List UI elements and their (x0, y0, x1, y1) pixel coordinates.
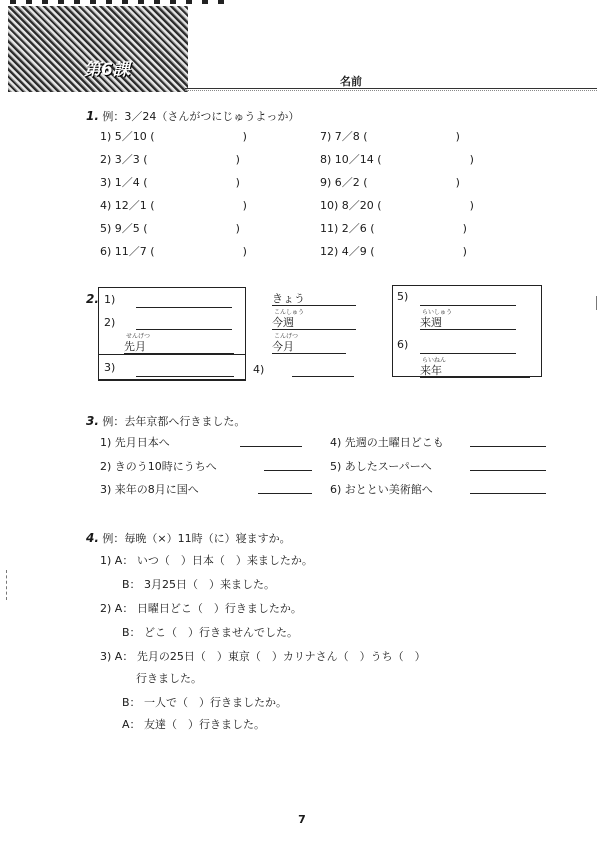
q3-header (86, 413, 245, 429)
q2-slot-5-line[interactable] (420, 305, 516, 306)
item-number: 11) (320, 222, 339, 235)
q3-item-4 (330, 434, 444, 450)
q1-item-10 (320, 197, 474, 213)
q2-mid-line-2 (272, 329, 356, 330)
q2-slot-3-label: 3) (104, 361, 116, 374)
item-number: 1) (100, 130, 112, 143)
item-number: 2) (100, 460, 112, 473)
q2-mid-line-3 (272, 353, 346, 354)
q2-kyou: きょう (272, 292, 305, 305)
q3-item-5 (330, 458, 432, 474)
item-number: 4) (330, 436, 342, 449)
q4-line (122, 624, 298, 640)
speaker: A： (122, 718, 141, 731)
item-date: 3／3 (114, 153, 140, 166)
q2-slot-4-line[interactable] (292, 376, 354, 377)
q2-konshuu-ruby: こんしゅう (274, 309, 305, 316)
q2-left-line-3 (124, 353, 234, 354)
q1-item-11 (320, 220, 467, 236)
q1-item-2 (100, 151, 240, 167)
q3-number: 3. (86, 414, 99, 428)
answer-paren[interactable]: ( ) (150, 130, 247, 143)
item-number: 1) (100, 436, 112, 449)
q2-konshuu: 今週 (272, 316, 294, 329)
speaker: A： (114, 554, 134, 567)
line-text: 日曜日どこ（ ）行きましたか。 (136, 602, 302, 615)
item-text: 先週の土曜日どこも (344, 436, 444, 449)
name-label: 名前 (340, 75, 362, 88)
q4-number: 4. (86, 531, 99, 545)
q2-slot-2-label: 2) (104, 316, 116, 329)
item-date: 1／4 (114, 176, 140, 189)
scan-margin-mark (596, 296, 599, 310)
item-text: 先月日本へ (114, 436, 170, 449)
q2-right-line-4 (420, 377, 530, 378)
q3-item-3 (100, 481, 199, 497)
q3-example: 例：去年京都へ行きました。 (102, 415, 246, 428)
answer-paren[interactable]: ( ) (143, 222, 240, 235)
line-text: 先月の25日（ ）東京（ ）カリナさん（ ）うち（ ） (136, 650, 426, 663)
line-label: 3) (100, 650, 112, 663)
q3-item-6 (330, 481, 433, 497)
answer-paren[interactable]: ( ) (150, 245, 247, 258)
q4-example: 例：毎晩（×）11時（に）寝ますか。 (102, 532, 291, 545)
q4-line (100, 648, 426, 664)
q3-item-1 (100, 434, 170, 450)
line-text: いつ（ ）日本（ ）来ましたか。 (136, 554, 313, 567)
q2-sengetsu-ruby: せんげつ (126, 333, 151, 340)
scan-margin-mark (6, 570, 9, 600)
speaker: B： (122, 696, 141, 709)
q3-answer-3[interactable] (258, 493, 312, 494)
item-number: 6) (330, 483, 342, 496)
q3-answer-5[interactable] (470, 470, 546, 471)
item-number: 9) (320, 176, 332, 189)
q2-slot-4-label: 4) (253, 363, 265, 376)
line-label: 2) (100, 602, 112, 615)
q2-slot-2-line[interactable] (136, 329, 232, 330)
item-number: 3) (100, 176, 112, 189)
item-number: 5) (100, 222, 112, 235)
line-text: どこ（ ）行きませんでした。 (144, 626, 299, 639)
q3-item-2 (100, 458, 217, 474)
answer-paren[interactable]: ( ) (363, 176, 460, 189)
line-label: 1) (100, 554, 112, 567)
q2-raishuu-ruby: らいしゅう (422, 309, 453, 316)
q2-right-line-2 (420, 329, 516, 330)
answer-paren[interactable]: ( ) (377, 153, 474, 166)
q2-number: 2. (86, 292, 99, 306)
speaker: A： (114, 650, 134, 663)
answer-paren[interactable]: ( ) (150, 199, 247, 212)
q4-line (136, 670, 202, 686)
q1-item-4 (100, 197, 247, 213)
item-date: 12／1 (114, 199, 147, 212)
speaker: B： (122, 578, 141, 591)
speaker: A： (114, 602, 134, 615)
q2-slot-5-label: 5) (397, 290, 409, 303)
q1-item-7 (320, 128, 460, 144)
q1-item-9 (320, 174, 460, 190)
item-date: 10／14 (334, 153, 374, 166)
q3-answer-6[interactable] (470, 493, 546, 494)
item-number: 10) (320, 199, 339, 212)
line-text: 3月25日（ ）来ました。 (144, 578, 276, 591)
answer-paren[interactable]: ( ) (370, 245, 467, 258)
q3-answer-2[interactable] (264, 470, 312, 471)
q2-mid-line-1 (272, 305, 356, 306)
q1-item-12 (320, 243, 467, 259)
answer-paren[interactable]: ( ) (143, 153, 240, 166)
item-date: 4／9 (341, 245, 367, 258)
item-number: 6) (100, 245, 112, 258)
q3-answer-4[interactable] (470, 446, 546, 447)
item-date: 2／6 (341, 222, 367, 235)
line-text: 行きました。 (136, 672, 202, 685)
item-number: 7) (320, 130, 332, 143)
q4-line (122, 716, 265, 732)
q1-item-5 (100, 220, 240, 236)
q1-item-1 (100, 128, 247, 144)
page-top-edge-marks (10, 0, 230, 4)
item-text: おととい美術館へ (344, 483, 433, 496)
q2-sengetsu: 先月 (124, 340, 146, 353)
item-number: 4) (100, 199, 112, 212)
answer-paren[interactable]: ( ) (370, 222, 467, 235)
item-number: 12) (320, 245, 339, 258)
q1-example: 例：3／24（さんがつにじゅうよっか） (102, 110, 300, 123)
q4-line (100, 552, 313, 568)
header-rule (185, 88, 597, 89)
item-date: 11／7 (114, 245, 147, 258)
page-number: 7 (298, 813, 306, 826)
speaker: B： (122, 626, 141, 639)
item-date: 6／2 (334, 176, 360, 189)
q2-slot-1-label: 1) (104, 293, 116, 306)
q2-slot-3-line[interactable] (136, 376, 234, 377)
q4-line (122, 694, 287, 710)
q1-item-8 (320, 151, 474, 167)
q1-header (86, 108, 299, 124)
lesson-title: 第6課 (84, 60, 130, 80)
line-text: 友達（ ）行きました。 (144, 718, 266, 731)
item-number: 3) (100, 483, 112, 496)
answer-paren[interactable]: ( ) (363, 130, 460, 143)
item-date: 7／8 (334, 130, 360, 143)
q2-slot-1-line[interactable] (136, 307, 232, 308)
item-number: 5) (330, 460, 342, 473)
item-date: 9／5 (114, 222, 140, 235)
item-number: 8) (320, 153, 332, 166)
q2-raishuu: 来週 (420, 316, 442, 329)
q4-header (86, 530, 291, 546)
q2-kongetsu: 今月 (272, 340, 294, 353)
answer-paren[interactable]: ( ) (377, 199, 474, 212)
item-date: 5／10 (114, 130, 147, 143)
q1-item-6 (100, 243, 247, 259)
q2-rainen: 来年 (420, 364, 442, 377)
q1-number: 1. (86, 109, 99, 123)
item-text: きのう10時にうちへ (114, 460, 217, 473)
q2-slot-6-label: 6) (397, 338, 409, 351)
header-dotted-rule (185, 90, 597, 91)
answer-paren[interactable]: ( ) (143, 176, 240, 189)
line-text: 一人で（ ）行きましたか。 (144, 696, 288, 709)
q4-line (100, 600, 302, 616)
q2-kongetsu-ruby: こんげつ (274, 333, 299, 340)
item-number: 2) (100, 153, 112, 166)
item-text: あしたスーパーへ (344, 460, 432, 473)
q3-answer-1[interactable] (240, 446, 302, 447)
item-text: 来年の8月に国へ (114, 483, 199, 496)
item-date: 8／20 (341, 199, 374, 212)
q2-right-box (392, 285, 542, 377)
q2-slot-6-line[interactable] (420, 353, 516, 354)
q4-line (122, 576, 275, 592)
q2-rainen-ruby: らいねん (422, 357, 447, 364)
q1-item-3 (100, 174, 240, 190)
